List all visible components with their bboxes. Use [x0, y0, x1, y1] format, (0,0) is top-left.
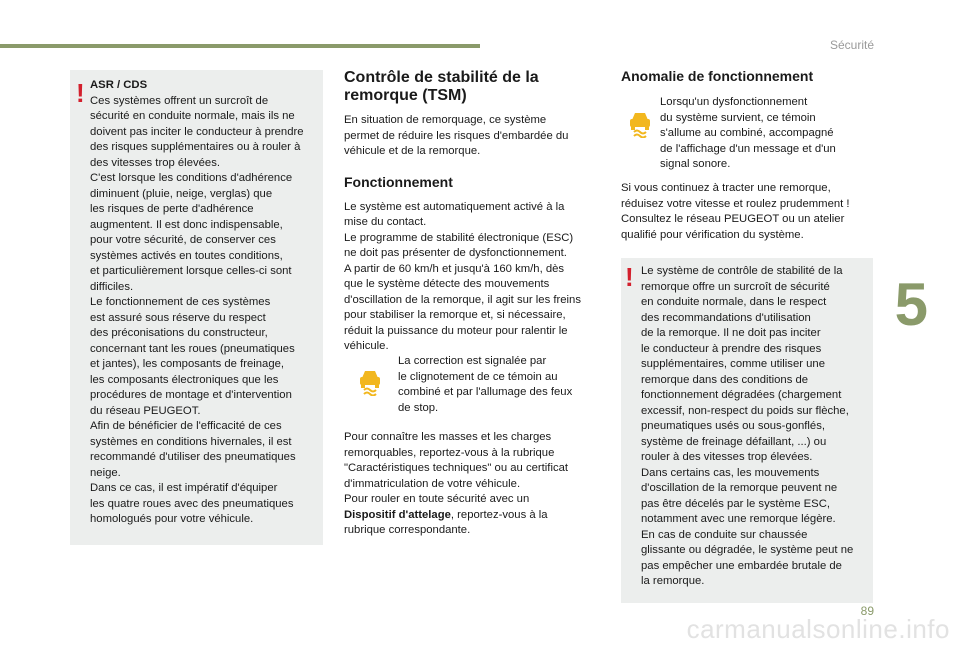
right-warning-note — [621, 258, 873, 603]
intro-paragraph — [344, 113, 600, 160]
text-line: de la remorque. Il ne doit pas inciter — [641, 327, 821, 339]
text-line: pas être décelés par le système ESC, — [641, 497, 830, 510]
text-line: la remorque. — [641, 575, 705, 587]
text-line: réduit la puissance du moteur pour ralentir le — [344, 324, 568, 337]
trailer-stability-warning-icon — [355, 366, 385, 396]
note-body — [90, 94, 320, 528]
text-line: mise du contact. — [344, 216, 427, 228]
text-line: véhicule et de la remorque. — [344, 145, 481, 157]
outro-after-bold: , reportez-vous à la — [450, 508, 548, 521]
text-line: d'oscillation de la remorque peuvent ne — [641, 482, 838, 494]
text-line: excessif, non-respect du poids sur flèche, — [641, 404, 849, 417]
text-line: des préconisations du constructeur, — [90, 327, 268, 339]
section-title: Sécurité — [829, 38, 874, 52]
watermark: carmanualsonline.info — [686, 614, 950, 644]
text-line: Si vous continuez à tracter une remorque, — [621, 182, 831, 194]
text-line: de stop. — [398, 401, 439, 414]
anomaly-paragraph — [621, 181, 871, 243]
text-line: des vitesses trop élevées. — [90, 156, 220, 169]
middle-outro — [344, 430, 600, 539]
text-line: remorque offre un surcroît de sécurité — [641, 280, 830, 293]
text-line: du système survient, ce témoin — [660, 111, 816, 124]
note-title: ASR / CDS — [90, 79, 148, 91]
text-line: En cas de conduite sur chaussée — [641, 528, 808, 541]
text-line: procédures de montage et d'intervention — [90, 389, 292, 401]
text-line: des recommandations d'utilisation — [641, 311, 811, 324]
outro-last-line: rubrique correspondante. — [344, 524, 471, 536]
text-line: véhicule. — [344, 340, 389, 352]
text-line: neige. — [90, 466, 121, 479]
text-line: "Caractéristiques techniques" ou au certificat — [344, 462, 569, 474]
left-note-content — [90, 78, 320, 528]
text-line: Lorsqu'un dysfonctionnement — [660, 96, 808, 108]
text-line: Pour rouler en toute sécurité avec un — [344, 493, 530, 505]
text-line: supplémentaires, comme utiliser une — [641, 358, 825, 370]
text-line: Le programme de stabilité électronique (ESC) — [344, 231, 574, 244]
text-line: réduisez votre vitesse et roulez prudemment ! — [621, 197, 850, 210]
text-line: signal sonore. — [660, 158, 731, 170]
text-line: systèmes activés en toutes conditions, — [90, 249, 283, 262]
text-line: du réseau PEUGEOT. — [90, 404, 201, 417]
text-line: Pour connaître les masses et les charges — [344, 431, 552, 443]
text-line: est assuré sous réserve du respect — [90, 311, 266, 324]
text-line: d'oscillation de la remorque, il agit sur les freins — [344, 293, 581, 306]
text-line: Le fonctionnement de ces systèmes — [90, 296, 271, 308]
text-line: pas empêcher une embardée brutale de — [641, 559, 842, 572]
text-line: et jantes), les composants de freinage, — [90, 358, 285, 370]
text-line: difficiles. — [90, 280, 134, 293]
text-line: les composants électroniques que les — [90, 373, 279, 386]
text-line: système de freinage défaillant, ...) ou — [641, 435, 827, 448]
text-line: Le système de contrôle de stabilité de la — [641, 265, 843, 277]
outro-paragraph — [344, 430, 600, 508]
page-number: 89 — [860, 604, 874, 618]
text-line: pneumatiques usés ou sous-gonflés, — [641, 420, 826, 432]
text-line: qualifié pour vérification du système. — [621, 228, 804, 241]
text-line: le conducteur à prendre des risques — [641, 342, 822, 355]
text-line: s'allume au combiné, accompagné — [660, 127, 834, 139]
text-line: glissante ou dégradée, le système peut ne — [641, 544, 854, 556]
text-line: recommandé d'utiliser des pneumatiques — [90, 451, 296, 463]
trailer-stability-fault-icon — [625, 108, 655, 138]
text-line: augmentent. Il est donc indispensable, — [90, 218, 283, 231]
text-line: remorquables, reportez-vous à la rubrique — [344, 446, 555, 459]
text-line: En situation de remorquage, ce système — [344, 114, 547, 126]
text-line: Afin de bénéficier de l'efficacité de ces — [90, 420, 282, 432]
text-line: Ces systèmes offrent un surcroît de — [90, 94, 269, 107]
text-line: Dans certains cas, les mouvements — [641, 466, 820, 479]
text-line: homologués pour votre véhicule. — [90, 513, 254, 525]
text-line: ne doit pas présenter de dysfonctionnement. — [344, 247, 567, 259]
outro-bold-term: Dispositif d'attelage — [344, 508, 451, 521]
text-line: fonctionnement dégradées (chargement — [641, 389, 842, 401]
icon-description — [398, 354, 598, 416]
section-heading-line-2: remorque (TSM) — [344, 87, 467, 104]
text-line: de l'affichage d'un message et d'un — [660, 142, 836, 155]
text-line: des risques supplémentaires ou à rouler à — [90, 141, 301, 153]
text-line: concernant tant les roues (pneumatiques — [90, 342, 295, 355]
text-line: le clignotement de ce témoin au — [398, 370, 558, 383]
text-line: en conduite normale, dans le respect — [641, 296, 827, 308]
fault-icon-description — [660, 95, 880, 173]
text-line: et particulièrement lorsque celles-ci sont — [90, 265, 292, 277]
text-line: combiné et par l'allumage des feux — [398, 386, 573, 398]
text-line: que le système détecte des mouvements — [344, 278, 550, 290]
outro-link-line — [344, 508, 600, 524]
text-line: A partir de 60 km/h et jusqu'à 160 km/h, dès — [344, 262, 565, 275]
right-note-body — [641, 264, 871, 590]
text-line: notamment avec une remorque légère. — [641, 513, 836, 525]
text-line: pour votre sécurité, de conserver ces — [90, 234, 276, 246]
text-line: les quatre roues avec des pneumatiques — [90, 497, 294, 510]
anomaly-heading: Anomalie de fonctionnement — [621, 68, 814, 84]
left-warning-note — [70, 70, 323, 545]
text-line: Consultez le réseau PEUGEOT ou un atelier — [621, 213, 845, 225]
text-line: permet de réduire les risques d'embardée du — [344, 129, 569, 142]
text-line: pour stabiliser la remorque et, si nécessaire, — [344, 309, 566, 321]
header-accent-bar — [0, 44, 480, 48]
text-line: d'immatriculation de votre véhicule. — [344, 477, 521, 490]
text-line: La correction est signalée par — [398, 355, 547, 367]
text-line: Dans ce cas, il est impératif d'équiper — [90, 482, 278, 494]
warning-exclamation-icon: ! — [76, 78, 85, 108]
warning-exclamation-icon: ! — [625, 262, 634, 292]
text-line: C'est lorsque les conditions d'adhérence — [90, 172, 293, 184]
middle-column — [344, 69, 600, 355]
text-line: sécurité en conduite normale, mais ils ne — [90, 110, 295, 122]
text-line: doivent pas inciter le conducteur à prendre — [90, 125, 304, 138]
text-line: les risques de perte d'adhérence — [90, 203, 254, 215]
text-line: Le système est automatiquement activé à la — [344, 200, 565, 213]
text-line: systèmes en conditions hivernales, il est — [90, 435, 292, 448]
section-heading-line-1: Contrôle de stabilité de la — [344, 69, 539, 86]
subsection-heading: Fonctionnement — [344, 173, 453, 190]
text-line: diminuent (pluie, neige, verglas) que — [90, 187, 273, 200]
text-line: remorque dans des conditions de — [641, 373, 809, 386]
text-line: rouler à des vitesses trop élevées. — [641, 451, 813, 463]
chapter-number: 5 — [894, 271, 928, 338]
operation-paragraph — [344, 200, 600, 355]
